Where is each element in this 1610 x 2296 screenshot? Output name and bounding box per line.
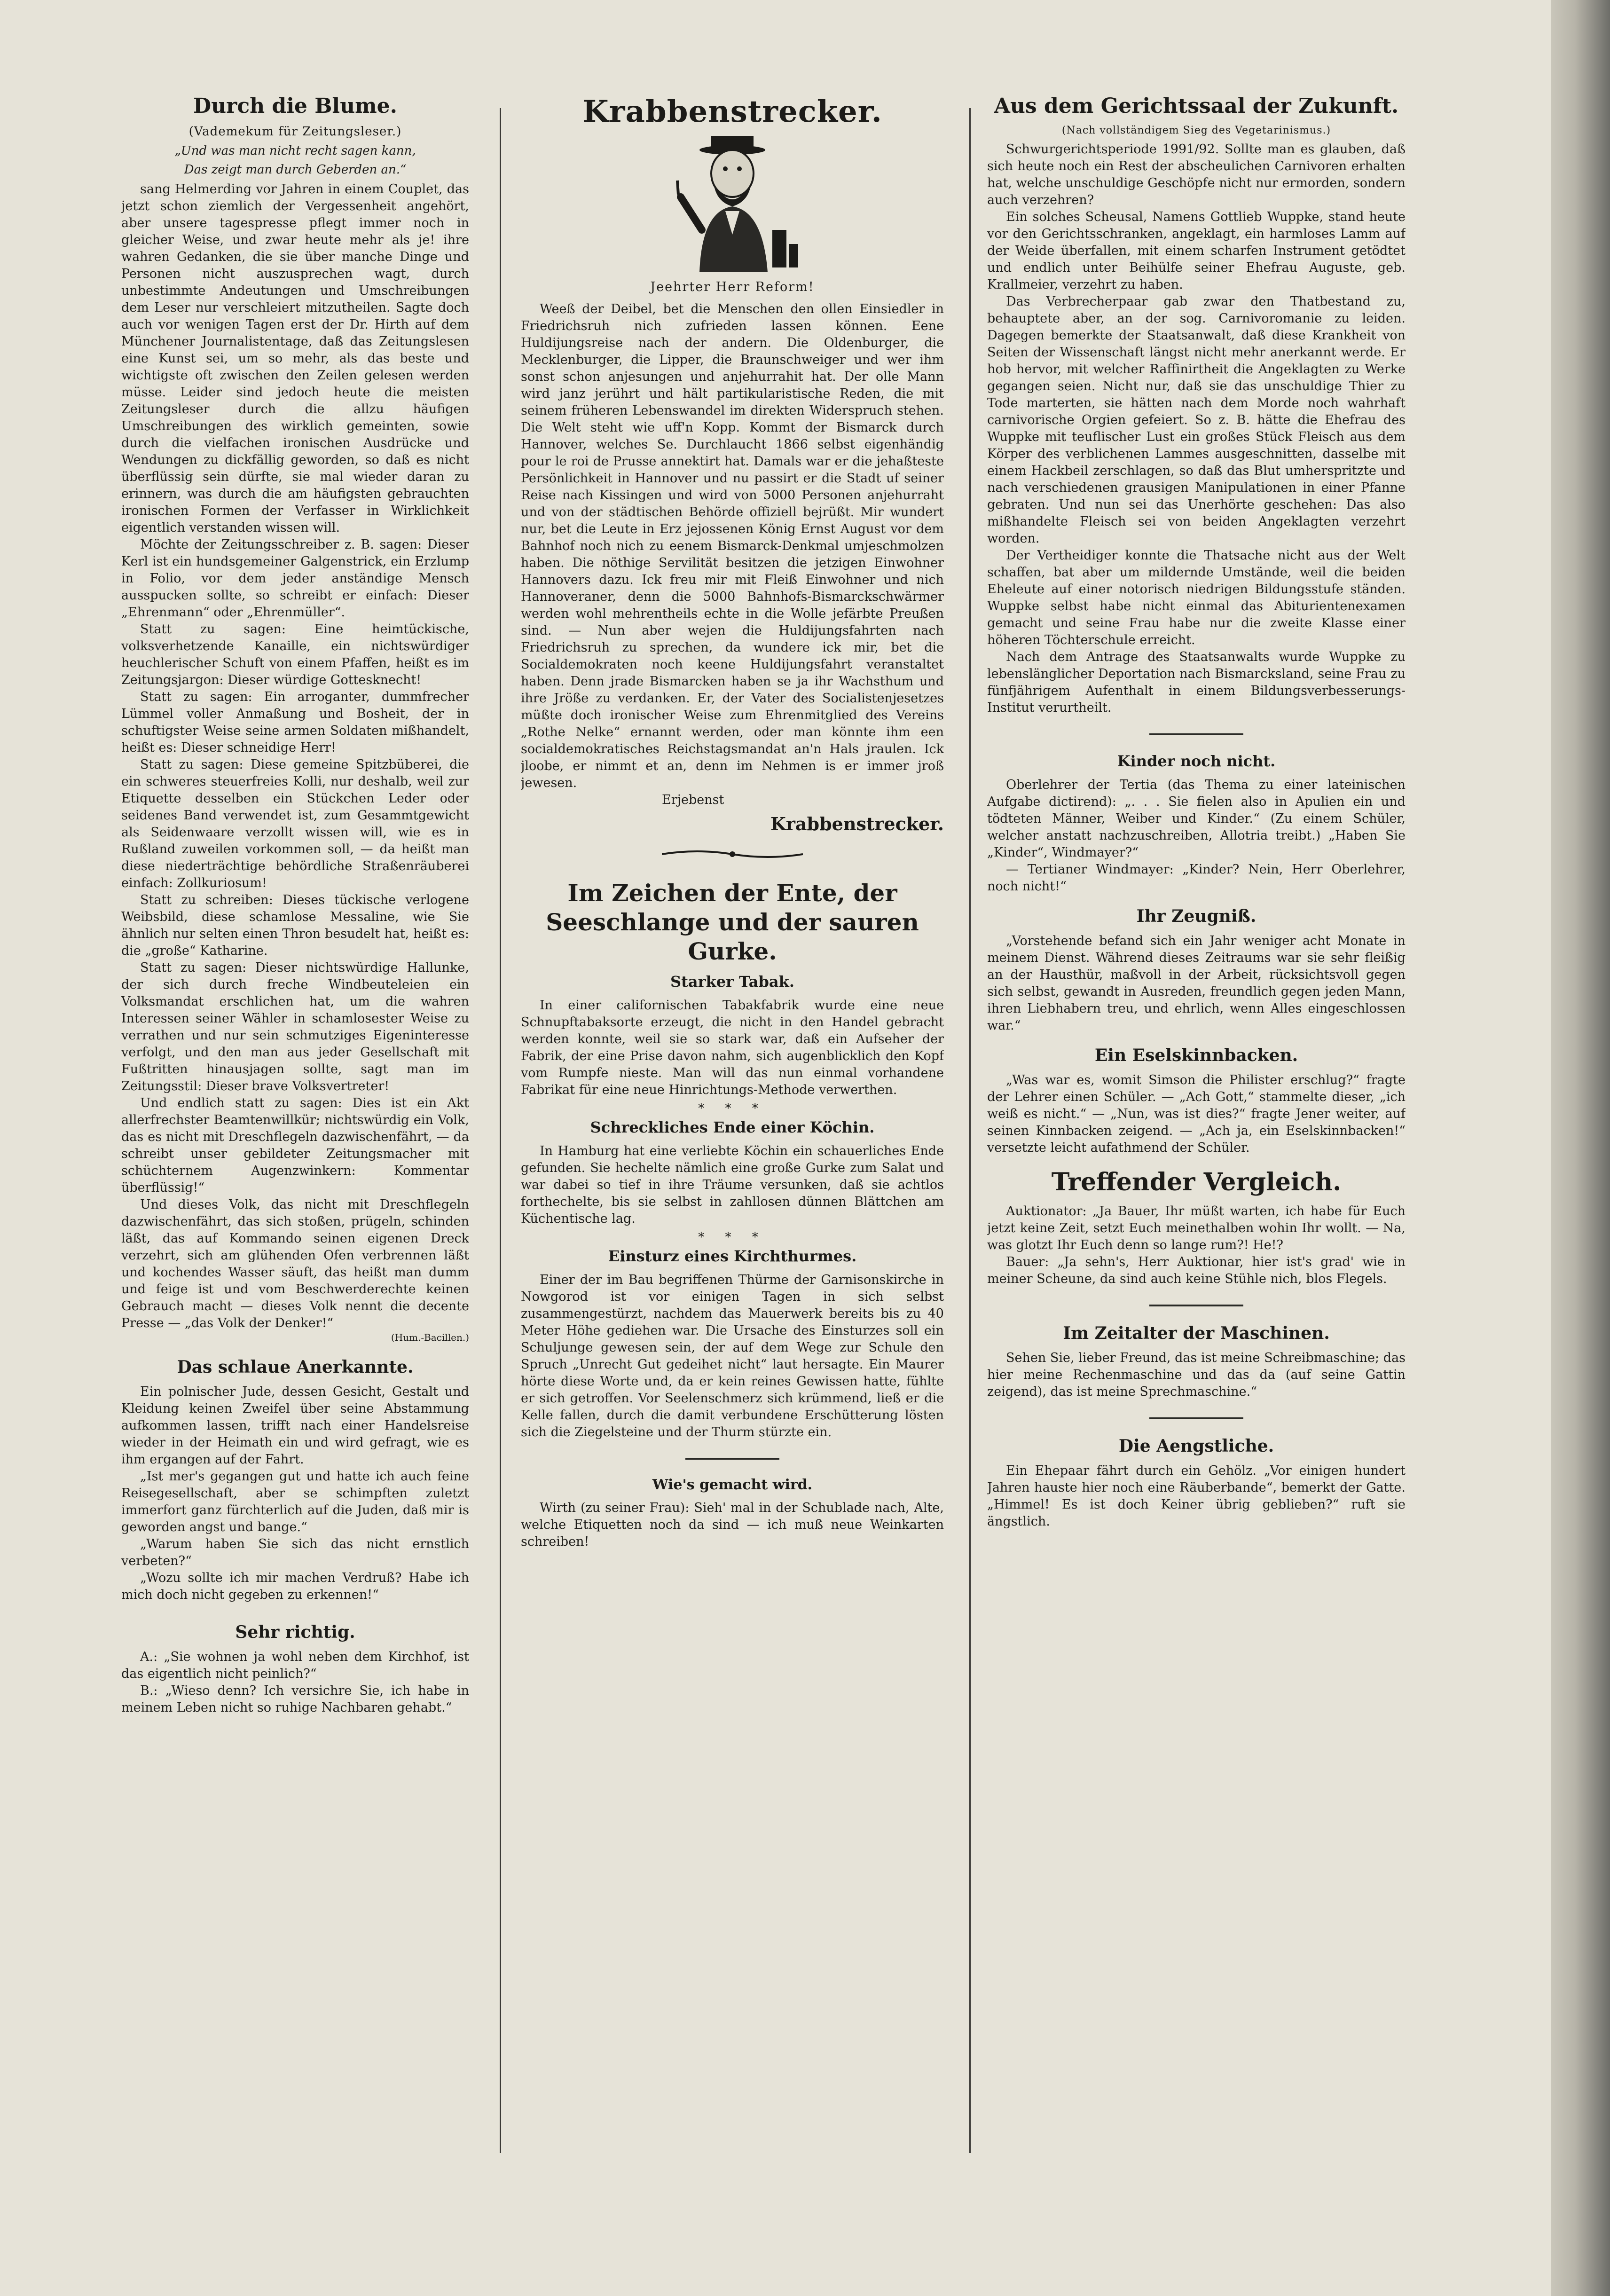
article-title-aengstliche: Die Aengstliche. <box>1118 1436 1274 1456</box>
paragraph: Möchte der Zeitungsschreiber z. B. sagen: Dieser Kerl ist ein hundsgemeiner Galgenstrick, ein Erzlump in Folio, vor dem jeder anständige Mensch ausspucken sollte, so schreibt er einfach: Dieser „Ehrenmann“ oder „Ehrenmüller“. <box>121 537 469 620</box>
paragraph: Statt zu sagen: Dieser nichtswürdige Hallunke, der sich durch freche Windbeuteleien ein Volksmandat erschlichen hat, um die wahren Interessen seiner Wähler in schamlosester Weise zu verrathen und nur sein schmutziges Eigeninteresse verfolgt, und den man aus jeder Gesellschaft mit Fußtritten hinausjagen sollte, sagt man im Zeitungsstil: Dieser brave Volksvertreter! <box>121 960 469 1093</box>
paragraph: In Hamburg hat eine verliebte Köchin ein schauerliches Ende gefunden. Sie hechelte nämlich eine große Gurke zum Salat und war dabei so tief in ihre Träume versunken, daß sie achtlos forthechelte, bis sie selbst in zahllosen dünnen Blättchen am Küchentische lag. <box>521 1144 944 1226</box>
divider <box>1149 1417 1243 1419</box>
motto-line-1: „Und was man nicht recht sagen kann, <box>174 144 416 158</box>
paragraph: Oberlehrer der Tertia (das Thema zu einer lateinischen Aufgabe dictirend): „. . . Sie fielen also in Apulien ein und tödteten Männer, Weiber und Kinder.“ (Zu einem Schüler, welcher anstatt nachzuschreiben, Allotria treibt.) „Haben Sie „Kinder“, Windmayer?“ <box>987 778 1406 860</box>
article-title-krabbenstrecker: Krabbenstrecker. <box>582 94 882 129</box>
separator-stars: * * * <box>698 1230 767 1244</box>
paragraph: Statt zu sagen: Ein arroganter, dummfrecher Lümmel voller Anmaßung und Bosheit, der in schuftigster Weise seine armen Soldaten mißhandelt, heißt es: Dieser schneidige Herr! <box>121 690 469 755</box>
paragraph: Und dieses Volk, das nicht mit Dreschflegeln dazwischenfährt, das sich stoßen, prügeln, schinden läßt, das auf Kommando seinen eigenen Dreck verzehrt, sich am glühenden Ofen verbrennen läßt und kochendes Wasser säuft, das heißt man dumm und feige ist und vom Beschwerderechte keinen Gebrauch macht — dieses Volk nennt die decente Presse — „das Volk der Denker!“ <box>121 1197 469 1330</box>
paragraph: Und endlich statt zu sagen: Dies ist ein Akt allerfrechster Beamtenwillkür; nichtswürdig ein Volk, das es nicht mit Dreschflegeln dazwischenfährt, — da schreibt unser gebildeter Zeitungsmacher mit schüchternem Augenzwinkern: Kommentar überflüssig!“ <box>121 1096 469 1195</box>
paragraph: „Vorstehende befand sich ein Jahr weniger acht Monate in meinem Dienst. Während dieses Zeitraums war sie sehr fleißig an der Hausthür, maßvoll in der Arbeit, rücksichtsvoll gegen sich selbst, gewandt in Ausreden, freundlich gegen jeden Mann, ihren Liebhabern treu, und ehrlich, wenn Alles eingeschlossen war.“ <box>987 934 1406 1033</box>
paragraph: A.: „Sie wohnen ja wohl neben dem Kirchhof, ist das eigentlich nicht peinlich?“ <box>121 1650 469 1681</box>
paragraph: Einer der im Bau begriffenen Thürme der Garnisonskirche in Nowgorod ist vor einigen Tagen in sich selbst zusammengestürzt, nachdem das Mauerwerk bereits bis zu 40 Meter Höhe gediehen war. Die Ursache des Einsturzes soll ein Schuljunge gewesen sein, der auf dem Wege zur Schule den Spruch „Unrecht Gut gedeihet nicht“ laut hersagte. Ein Maurer hörte diese Worte und, da er kein reines Gewissen hatte, fühlte er sich getroffen. Vor Seelenschmerz sich krümmend, ließ er die Kelle fallen, durch die damit verbundene Erschütterung lösten sich die Ziegelsteine und der Thurm stürzte ein. <box>521 1273 944 1439</box>
paragraph: B.: „Wieso denn? Ich versichre Sie, ich habe in meinem Leben nicht so ruhige Nachbaren gehabt.“ <box>121 1683 469 1715</box>
column-rule-left <box>500 108 501 2153</box>
article-title-anerkannte: Das schlaue Anerkannte. <box>177 1357 414 1377</box>
paragraph: Sehen Sie, lieber Freund, das ist meine Schreibmaschine; das hier meine Rechenmaschine und das da (auf seine Gattin zeigend), das ist meine Sprechmaschine.“ <box>987 1351 1406 1399</box>
ornament-divider <box>662 849 803 860</box>
separator-stars: * * * <box>698 1101 767 1116</box>
paragraph: Statt zu schreiben: Dieses tückische verlogene Weibsbild, diese schamlose Messaline, wie Sie ähnlich nur selten einen Thron besudelt hat, heißt es: die „große“ Katharine. <box>121 893 469 958</box>
article-subtitle-blume: (Vademekum für Zeitungsleser.) <box>188 125 402 139</box>
paragraph: Weeß der Deibel, bet die Menschen den ollen Einsiedler in Friedrichsruh nich zufrieden lassen können. Eene Huldijungsreise nach der andern. Die Oldenburger, die Mecklenburger, die Lipper, die Braunschweiger und wer ihm sonst schon anjesungen und anjehurrahit hat. Der olle Mann wird janz jerührt und hält partikularistische Reden, die mit seinem früheren Lebenswandel im direkten Widerspruch stehen. Die Welt steht wie uff'n Kopp. Kommt der Bismarck durch Hannover, welches Se. Durchlaucht 1866 selbst eigenhändig pour le roi de Prusse annektirt hat. Damals war er die jehaßteste Persönlichkeit in Hannover und nu passirt er die Stadt uf seiner Reise nach Kissingen und wird von 5000 Personen anjehurraht und von der städtischen Behörde offiziell bejrüßt. Mir wundert nur, bet die Leute in Erz jejossenen König Ernst August vor dem Bahnhof noch nich zu eenem Bismarck-Denkmal umjeschmolzen haben. Die nöthige Servilität besitzen die jetzigen Einwohner Hannovers dazu. Ick freu mir mit Fleiß Einwohner und nich Hannoveraner, denn die 5000 Bahnhofs-Bismarckschwärmer werden wohl mehrentheils echte in die Wolle jefärbte Preußen sind. — Nun aber wejen die Huldijungsfahrten nach Friedrichsruh zu sprechen, da wundere ick mir, bet die Socialdemokraten noch keene Huldijungsfahrt veranstaltet haben. Denn jrade Bismarcken haben se ja ihr Wachsthum und ihre Jröße zu verdanken. Er, der Vater des Socialistenjesetzes müßte doch ironischer Weise zum Ehrenmitglied des Vereins „Rothe Nelke“ ernannt werden, oder man könnte ihm een socialdemokratisches Reichstagsmandat an'n Hals jraulen. Ick jloobe, er nimmt et an, denn im Nehmen is er immer jroß jewesen. <box>521 302 944 790</box>
divider <box>1149 733 1243 735</box>
caricature-illustration <box>655 136 810 277</box>
paragraph: Wirth (zu seiner Frau): Sieh' mal in der Schublade nach, Alte, welche Etiquetten noch da sind — ich muß neue Weinkarten schreiben! <box>521 1501 944 1549</box>
paragraph: „Warum haben Sie sich das nicht ernstlich verbeten?“ <box>121 1537 469 1568</box>
article-title-zeugniss: Ihr Zeugniß. <box>1136 906 1257 926</box>
paragraph: Statt zu sagen: Diese gemeine Spitzbüberei, die ein schweres steuerfreies Kolli, nur deshalb, weil zur Etiquette desselben ein Stückchen Leder oder seidenes Band verwendet ist, zum Gesammtgewicht als Seidenwaare verzollt wissen will, wie es in Rußland zuweilen vorkommen soll, — da heißt man diese niederträchtige behördliche Straßenräuberei einfach: Zollkuriosum! <box>121 757 469 890</box>
paragraph: „Ist mer's gegangen gut und hatte ich auch feine Reisegesellschaft, aber se schimpften zuletzt immerfort ganz fürchterlich auf die Juden, daß mir is geworden angst und bange.“ <box>121 1469 469 1534</box>
paragraph: Ein Ehepaar fährt durch ein Gehölz. „Vor einigen hundert Jahren hauste hier noch eine Räuberbande“, bemerkt der Gatte. „Himmel! Es ist doch Keiner übrig geblieben?“ ruft sie ängstlich. <box>987 1463 1406 1529</box>
source-note: (Hum.-Bacillen.) <box>391 1332 469 1343</box>
article-title-eselskinnbacken: Ein Eselskinnbacken. <box>1094 1046 1298 1065</box>
author-signature: Krabbenstrecker. <box>770 813 944 834</box>
paragraph: Schwurgerichtsperiode 1991/92. Sollte man es glauben, daß sich heute noch ein Rest der abscheulichen Carnivoren erhalten hat, welche unschuldige Geschöpfe nicht nur ermorden, sondern auch verzehren? <box>987 142 1406 207</box>
article-title-blume: Durch die Blume. <box>193 94 397 118</box>
column-left <box>121 94 469 2266</box>
column-right <box>987 94 1406 2266</box>
column-rule-right <box>969 108 971 2153</box>
article-title-maschinen: Im Zeitalter der Maschinen. <box>1063 1323 1330 1343</box>
illustration-caption: Jeehrter Herr Reform! <box>650 280 815 294</box>
paragraph: Nach dem Antrage des Staatsanwalts wurde Wuppke zu lebenslänglicher Deportation nach Bismarcksland, seine Frau zu fünfjährigem Aufenthalt in einem Bildungsverbesserungs-Institut verurtheilt. <box>987 650 1406 715</box>
article-title-vergleich: Treffender Vergleich. <box>1051 1168 1342 1196</box>
article-subtitle-gerichtssaal: (Nach vollständigem Sieg des Vegetarinismus.) <box>1061 125 1331 136</box>
paragraph: „Wozu sollte ich mir machen Verdruß? Habe ich mich doch nicht gegeben zu erkennen!“ <box>121 1571 469 1602</box>
closing-greeting: Erjebenst <box>662 793 724 807</box>
paragraph: Das Verbrecherpaar gab zwar den Thatbestand zu, behauptete aber, an der sog. Carnivoromanie zu leiden. Dagegen bemerkte der Staatsanwalt, daß diese Krankheit von Seiten der Wissenschaft längst nicht mehr anerkannt werde. Er hob hervor, mit welcher Raffinirtheit die Angeklagten zu Werke gegangen seien. Nicht nur, daß sie das unschuldige Thier zu Tode marterten, sie hätten nach dem Morde noch wahrhaft carnivorische Orgien gefeiert. So z. B. hätte die Ehefrau des Wuppke mit teuflischer Lust ein großes Stück Fleisch aus dem Körper des verblichenen Lammes ausgeschnitten, dasselbe mit einem Hackbeil zerschlagen, so daß das Blut umherspritzte und nach verschiedenen grausigen Manipulationen in einer Pfanne gebraten. Und nun sei das Unerhörte geschehen: Das also mißhandelte Fleisch sei von beiden Angeklagten verzehrt worden. <box>987 294 1406 546</box>
page-edge <box>1551 0 1610 2296</box>
divider <box>1149 1305 1243 1306</box>
article-title-kinder: Kinder noch nicht. <box>1117 752 1276 770</box>
paragraph: Ein solches Scheusal, Namens Gottlieb Wuppke, stand heute vor den Gerichtsschranken, angeklagt, ein harmloses Lamm auf der Weide überfallen, mit einem scharfen Instrument getödtet und endlich unter Beihülfe seiner Ehefrau Auguste, geb. Krallmeier, verzehrt zu haben. <box>987 210 1406 292</box>
column-center <box>521 94 944 2266</box>
paragraph: Der Vertheidiger konnte die Thatsache nicht aus der Welt schaffen, bat aber um mildernde Umstände, weil die beiden Eheleute auf einer notorisch niedrigen Bildungsstufe ständen. Wuppke selbst habe nicht einmal das Abiturientenexamen gemacht und seine Frau habe nur die zweite Klasse einer höheren Töchterschule erreicht. <box>987 548 1406 647</box>
divider <box>685 1458 779 1460</box>
article-title-gemacht: Wie's gemacht wird. <box>652 1477 813 1493</box>
paragraph: Ein polnischer Jude, dessen Gesicht, Gestalt und Kleidung keinen Zweifel über seine Abstammung aufkommen lassen, trifft nach einer Handelsreise wieder in der Heimath ein und wird gefragt, wie es ihm ergangen auf der Fahrt. <box>121 1384 469 1467</box>
paragraph: „Was war es, womit Simson die Philister erschlug?“ fragte der Lehrer einen Schüler. — „Ach Gott,“ stammelte dieser, „ich weiß es nicht.“ — „Nun, was ist dies?“ fragte Jener weiter, auf seinen Kinnbacken zeigend. — „Ach ja, ein Eselskinnbacken!“ versetzte leicht aufathmend der Schüler. <box>987 1073 1406 1155</box>
paragraph: Statt zu sagen: Eine heimtückische, volksverhetzende Kanaille, ein nichtswürdiger heuchlerischer Schuft von einem Pfaffen, heißt es im Zeitungsjargon: Dieser würdige Gottesknecht! <box>121 622 469 687</box>
paragraph: In einer californischen Tabakfabrik wurde eine neue Schnupftabaksorte erzeugt, die nicht in den Handel gebracht werden konnte, weil sie so stark war, daß ein Aufseher der Fabrik, der eine Prise davon nahm, sich augenblicklich den Kopf vom Rumpfe nieste. Man will das nun einmal vorhandene Fabrikat für eine neue Hinrichtungs-Methode verwerthen. <box>521 998 944 1097</box>
section-title-zeichen: Im Zeichen der Ente, der Seeschlange und der sauren Gurke. <box>546 879 919 965</box>
article-title-tabak: Starker Tabak. <box>670 973 794 991</box>
paragraph: Auktionator: „Ja Bauer, Ihr müßt warten, ich habe für Euch jetzt keine Zeit, setzt Euch meinethalben wohin Ihr wollt. — Na, was glotzt Ihr Euch denn so lange rum?! He!? <box>987 1204 1406 1252</box>
article-title-kirchthurm: Einsturz eines Kirchthurmes. <box>608 1247 857 1265</box>
paragraph: — Tertianer Windmayer: „Kinder? Nein, Herr Oberlehrer, noch nicht!“ <box>987 862 1406 894</box>
motto-line-2: Das zeigt man durch Geberden an.“ <box>184 163 407 177</box>
paragraph: Bauer: „Ja sehn's, Herr Auktionar, hier ist's grad' wie in meiner Scheune, da sind auch keine Stühle nich, blos Flegels. <box>987 1255 1406 1286</box>
article-title-gerichtssaal: Aus dem Gerichtssaal der Zukunft. <box>994 94 1399 118</box>
article-title-richtig: Sehr richtig. <box>235 1622 355 1642</box>
paragraph: sang Helmerding vor Jahren in einem Couplet, das jetzt schon ziemlich der Vergessenheit angehört, aber unsere tagespresse pflegt immer noch in gleicher Weise, und zwar heute mehr als je! ihre wahren Gedanken, die sie über manche Dinge und Personen nicht auszusprechen wagt, durch unbestimmte Andeutungen und Umschreibungen dem Leser nur verschleiert mitzutheilen. Sagte doch auch vor wenigen Tagen erst der Dr. Hirth auf dem Münchener Journalistentage, daß das Zeitungslesen eine Kunst sei, um so mehr, als das beste und wichtigste oft zwischen den Zeilen gelesen werden müsse. Leider sind jedoch heute die meisten Zeitungsleser durch die allzu häufigen Umschreibungen des wirklich gemeinten, sowie durch die vielfachen ironischen Ausdrücke und Wendungen zu dickfällig geworden, so daß es nicht überflüssig sein dürfte, sie mal wieder daran zu erinnern, was durch die am häufigsten gebrauchten ironischen Formen der Verfasser in Wirklichkeit eigentlich verstanden wissen will. <box>121 182 469 535</box>
article-title-koechin: Schreckliches Ende einer Köchin. <box>590 1118 875 1136</box>
